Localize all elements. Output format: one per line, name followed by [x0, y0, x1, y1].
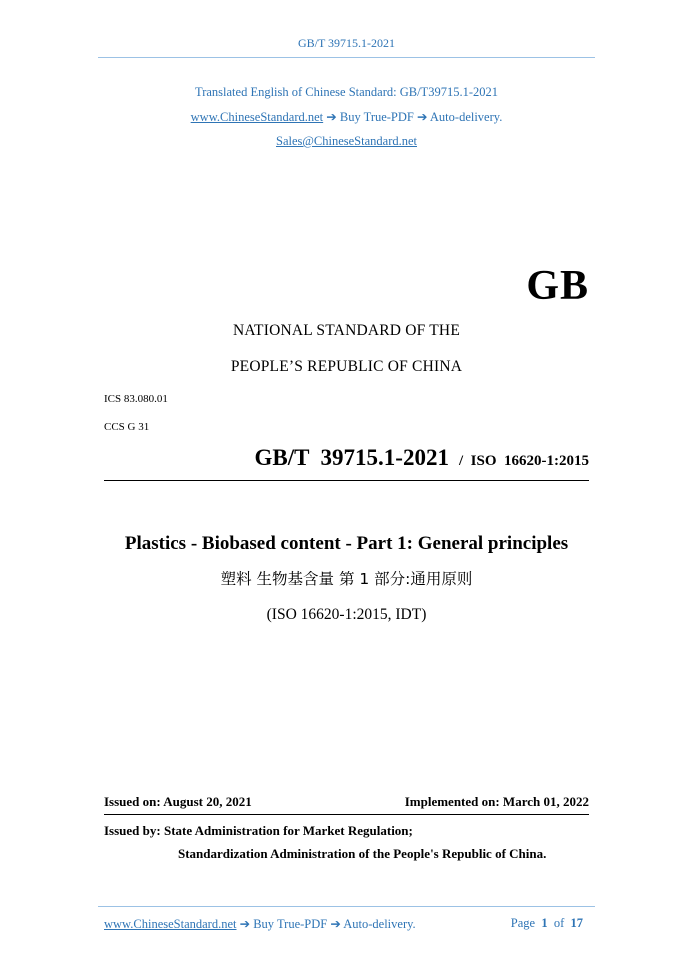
- code-divider: [104, 480, 589, 481]
- page-indicator: [511, 916, 583, 931]
- footer-purchase-text: ➔ Buy True-PDF ➔ Auto-delivery.: [236, 917, 416, 931]
- page-of: of: [553, 916, 565, 930]
- gb-logo-mark: GB: [526, 263, 589, 309]
- implemented-on-date: Implemented on: March 01, 2022: [404, 794, 589, 809]
- dates-divider: [104, 814, 589, 815]
- running-header: GB/T 39715.1-2021: [297, 36, 396, 50]
- footer-purchase-line: [104, 916, 416, 932]
- footer-website-link[interactable]: www.ChineseStandard.net: [104, 917, 237, 931]
- ics-code: ICS 83.080.01: [104, 393, 168, 405]
- title-chinese: 塑料 生物基含量 第 1 部分:通用原则: [220, 570, 473, 588]
- page-current: 1: [541, 916, 548, 930]
- footer-divider: [98, 906, 595, 907]
- page-label: Page: [510, 916, 536, 930]
- website-link[interactable]: www.ChineseStandard.net: [190, 110, 324, 124]
- purchase-line: [0, 109, 693, 125]
- issued-on-date: Issued on: August 20, 2021: [104, 794, 252, 809]
- translation-notice: Translated English of Chinese Standard: GB/T39715.1-2021: [195, 85, 498, 99]
- sales-email-line: [0, 134, 693, 149]
- header-divider: [98, 57, 595, 58]
- issuer-line-2: Standardization Administration of the People's Republic of China.: [178, 846, 547, 861]
- ccs-code: CCS G 31: [104, 421, 150, 433]
- national-standard-line-2: PEOPLE’S REPUBLIC OF CHINA: [230, 358, 463, 375]
- standard-code-line: [255, 445, 589, 471]
- page-total: 17: [570, 916, 583, 930]
- national-standard-line-1: NATIONAL STANDARD OF THE: [232, 322, 460, 339]
- title-iso-reference: (ISO 16620-1:2015, IDT): [266, 606, 427, 623]
- sales-email-link[interactable]: Sales@ChineseStandard.net: [276, 134, 417, 148]
- title-english: Plastics - Biobased content - Part 1: General principles: [124, 533, 569, 554]
- purchase-text: ➔ Buy True-PDF ➔ Auto-delivery.: [323, 110, 503, 124]
- iso-equivalent: / ISO 16620-1:2015: [458, 453, 589, 469]
- standard-code: GB/T 39715.1-2021: [254, 445, 449, 470]
- issuer-line-1: Issued by: State Administration for Market Regulation;: [104, 823, 413, 838]
